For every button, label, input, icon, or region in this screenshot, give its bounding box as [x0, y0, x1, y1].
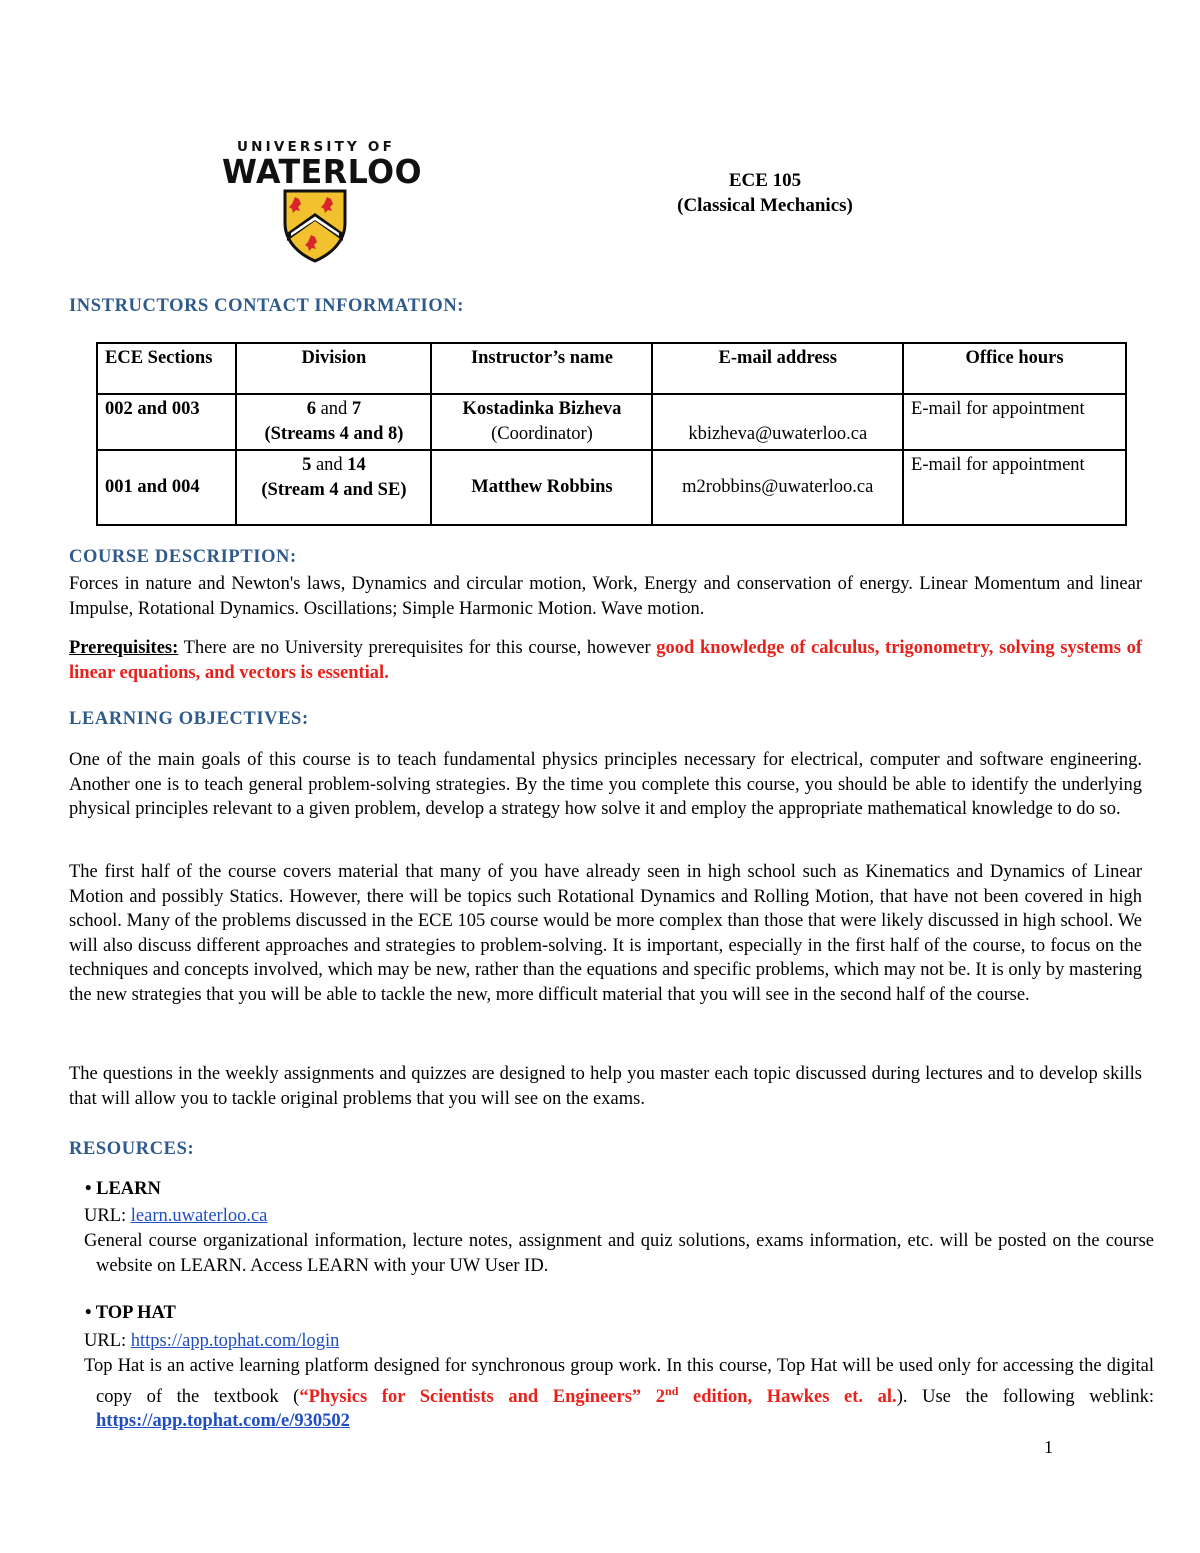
learn-description: General course organizational information, lecture notes, assignment and quiz solutions, exams information, etc. will be posted on the course website on LEARN. Access LEARN with your UW User ID.	[84, 1231, 1154, 1276]
cell-office-hours: E-mail for appointment	[903, 450, 1126, 525]
col-instructor-name: Instructor’s name	[431, 343, 652, 394]
instructors-table	[96, 342, 1127, 526]
url-label: URL:	[84, 1331, 131, 1351]
objectives-paragraph-2: The first half of the course covers material that many of you have already seen in high school such as Kinematics and Dynamics of Linear Motion and possibly Statics. However, there will be topics such Rotational Dynamics and Rolling Motion, that have not been covered in high school. Many of the problems discussed in the ECE 105 course would be more complex than those that were likely discussed in high school. We will also discuss different approaches and strategies to problem-solving. It is important, especially in the first half of the course, to focus on the techniques and concepts involved, which may be new, rather than the equations and specific problems, which may not be. It is only by mastering the new strategies that you will be able to tackle the new, more difficult material that you will see in the second half of the course.	[69, 862, 1142, 1005]
cell-office-hours: E-mail for appointment	[903, 394, 1126, 450]
bullet-icon: •	[85, 1303, 92, 1323]
cell-email[interactable]: m2robbins@uwaterloo.ca	[652, 450, 903, 525]
university-of-label: UNIVERSITY OF	[236, 139, 396, 155]
cell-instructor	[431, 394, 652, 450]
waterloo-wordmark: WATERLOO	[222, 152, 422, 191]
division-number: 5	[302, 455, 312, 475]
division-number: 7	[351, 399, 362, 419]
table-row	[97, 394, 1126, 450]
textbook-title: “Physics for Scientists and Engineers” 2nd edition, Hawkes et. al.	[299, 1383, 897, 1407]
division-and: and	[315, 399, 352, 419]
tophat-textbook-link[interactable]: https://app.tophat.com/e/930502	[96, 1411, 350, 1432]
division-stream: (Stream 4 and SE)	[261, 480, 407, 500]
prerequisites-emphasis: good knowledge of calculus, trigonometry, solving systems of linear equations, and vectors is essential.	[69, 638, 1142, 683]
tophat-description	[84, 1354, 1154, 1434]
division-number: 14	[347, 455, 366, 475]
tophat-login-link[interactable]: https://app.tophat.com/login	[130, 1331, 340, 1351]
instructors-heading: INSTRUCTORS CONTACT INFORMATION:	[69, 296, 465, 316]
table-row	[97, 450, 1126, 525]
cell-email[interactable]: kbizheva@uwaterloo.ca	[652, 394, 903, 450]
course-name: (Classical Mechanics)	[677, 195, 853, 216]
division-number: 6	[306, 399, 316, 419]
tophat-text-b: ). Use the following weblink:	[896, 1386, 1154, 1407]
instructor-name: Kostadinka Bizheva	[462, 399, 622, 419]
table-header-row	[97, 343, 1126, 394]
tophat-resource-title	[85, 1303, 176, 1324]
cell-sections: 001 and 004	[97, 450, 236, 525]
division-stream: (Streams 4 and 8)	[264, 424, 404, 444]
learn-link[interactable]: learn.uwaterloo.ca	[130, 1206, 268, 1226]
learn-resource-title	[85, 1179, 161, 1200]
prerequisites-label: Prerequisites:	[69, 638, 179, 658]
learn-url-line	[84, 1204, 1142, 1229]
objectives-paragraph-1: One of the main goals of this course is to teach fundamental physics principles necessary for electrical, computer and software engineering. Another one is to teach general problem-solving strategies. By the time you complete this course, you should be able to identify the underlying physical principles relevant to a given problem, develop a strategy how solve it and employ the appropriate mathematical knowledge to do so.	[69, 750, 1142, 820]
tophat-url-line	[84, 1329, 1142, 1354]
prerequisites-paragraph	[69, 636, 1142, 685]
resources-heading: RESOURCES:	[69, 1139, 195, 1159]
tophat-text-a: Top Hat is an active learning platform designed for synchronous group work. In this course, Top Hat will be used only for accessing the digital copy of the textbook (	[84, 1356, 1154, 1407]
col-office-hours: Office hours	[903, 343, 1126, 394]
prerequisites-text: There are no University prerequisites for this course, however	[178, 638, 657, 658]
col-email: E-mail address	[652, 343, 903, 394]
page-number: 1	[1044, 1437, 1053, 1457]
cell-instructor: Matthew Robbins	[431, 450, 652, 525]
course-title-block	[620, 168, 910, 218]
university-shield-logo	[283, 189, 347, 263]
col-ece-sections: ECE Sections	[97, 343, 236, 394]
instructor-role: (Coordinator)	[491, 424, 593, 444]
course-description-text: Forces in nature and Newton's laws, Dynamics and circular motion, Work, Energy and conservation of energy. Linear Momentum and linear Impulse, Rotational Dynamics. Oscillations; Simple Harmonic Motion. Wave motion.	[69, 574, 1142, 619]
learn-title: LEARN	[96, 1179, 161, 1199]
division-and: and	[311, 455, 348, 475]
bullet-icon: •	[85, 1179, 92, 1199]
cell-sections: 002 and 003	[97, 394, 236, 450]
tophat-title: TOP HAT	[95, 1303, 176, 1323]
cell-division	[236, 450, 431, 525]
learning-objectives-heading: LEARNING OBJECTIVES:	[69, 709, 309, 729]
col-division: Division	[236, 343, 431, 394]
course-code: ECE 105	[728, 170, 802, 191]
cell-division	[236, 394, 431, 450]
course-description-heading: COURSE DESCRIPTION:	[69, 547, 297, 567]
objectives-paragraph-3: The questions in the weekly assignments and quizzes are designed to help you master each topic discussed during lectures and to develop skills that will allow you to tackle original problems that you will see on the exams.	[69, 1064, 1142, 1109]
url-label: URL:	[84, 1206, 131, 1226]
